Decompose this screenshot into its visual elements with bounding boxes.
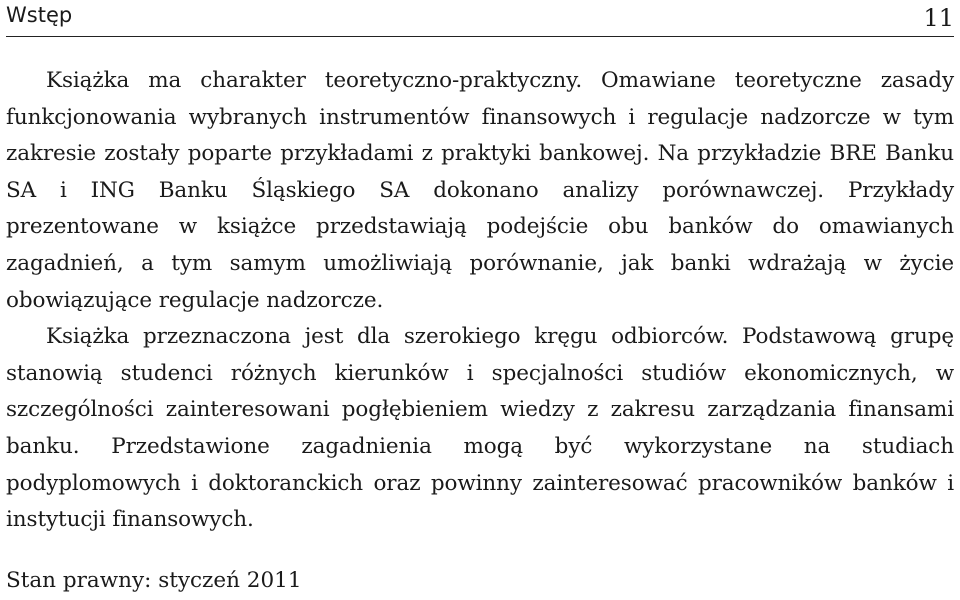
page-number: 11 (923, 4, 954, 32)
paragraph-1: Książka ma charakter teoretyczno-praktyczny. Omawiane teoretyczne zasady funkcjonowania wybranych instrumentów finansowych i regulacje nadzorcze w tym zakresie zostały poparte przykładami z praktyki bankowej. Na przykładzie BRE Banku SA i ING Banku Śląskiego SA dokonano analizy porównawczej. Przykłady prezentowane w książce przedstawiają podejście obu banków do omawianych zagadnień, a tym samym umożliwiają porównanie, jak banki wdrażają w życie obowiązujące regulacje nadzorcze. (6, 68, 954, 313)
running-header (6, 2, 954, 37)
section-title: Wstęp (6, 3, 73, 27)
legal-status-note: Stan prawny: styczeń 2011 (6, 568, 302, 593)
paragraph-2: Książka przeznaczona jest dla szerokiego kręgu odbiorców. Podstawową grupę stanowią studenci różnych kierunków i specjalności studiów ekonomicznych, w szczególności zainteresowani pogłębieniem wiedzy z zakresu zarządzania finansami banku. Przedstawione zagadnienia mogą być wykorzystane na studiach podyplomowych i doktoranckich oraz powinny zainteresować pracowników banków i instytucji finansowych. (6, 324, 954, 533)
body-text (6, 63, 954, 539)
